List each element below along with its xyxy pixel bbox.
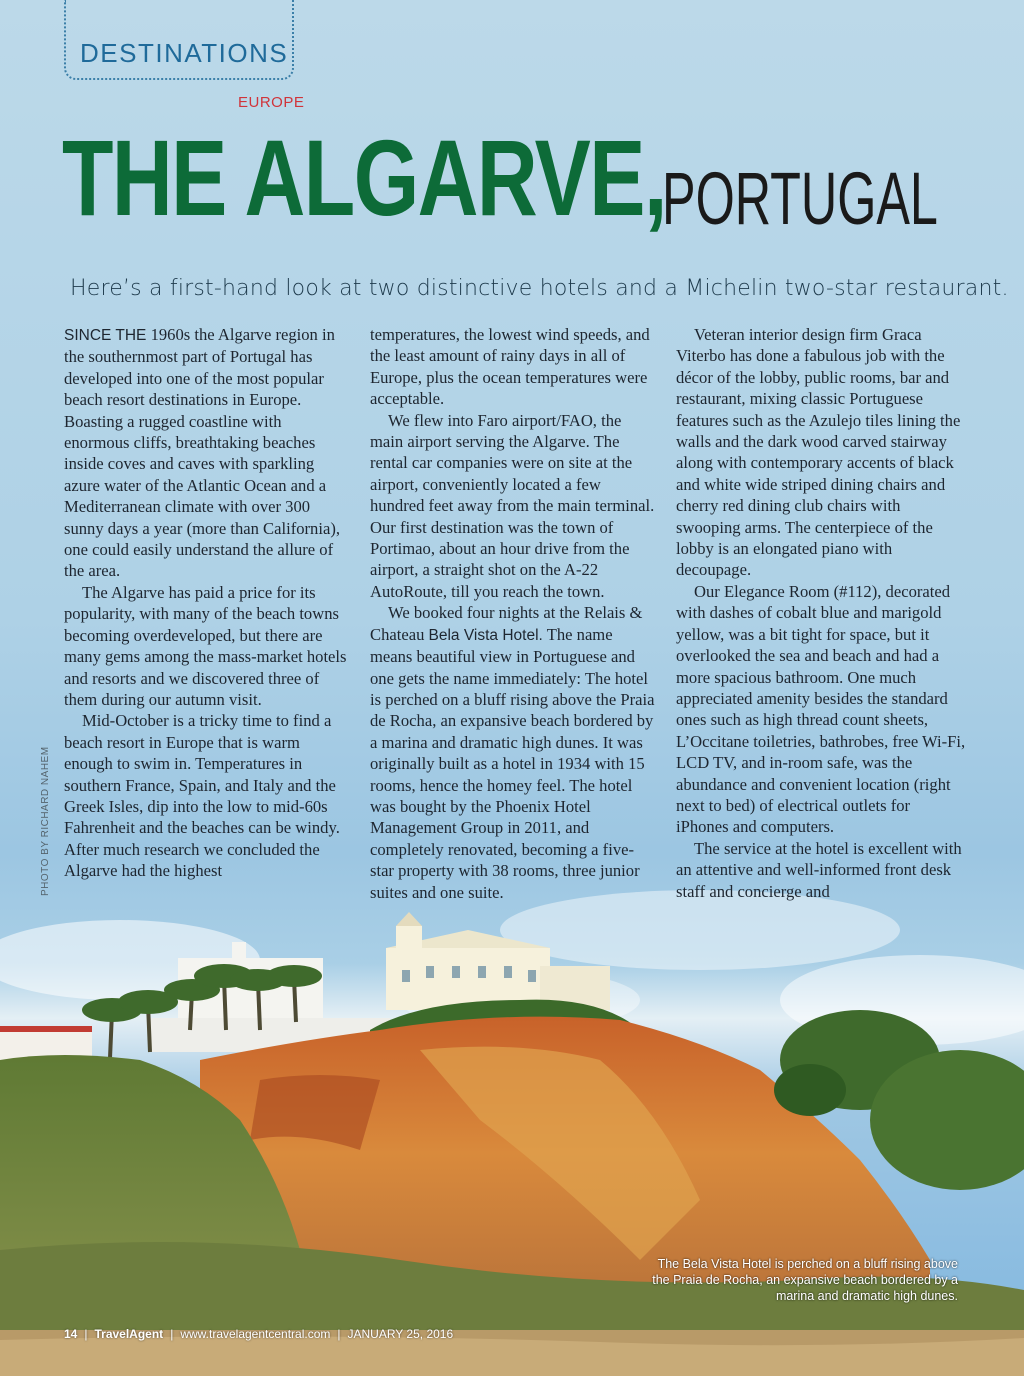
region-kicker: EUROPE — [238, 94, 305, 111]
paragraph: Our Elegance Room (#112), decorated with dashes of cobalt blue and marigold yellow, was a bit tight for space, but it overlooked the sea and beach and had a more spacious bathroom. One much appreciated amenity besides the standard ones such as high thread count sheets, L’Occitane toiletries, bathrobes, free Wi-Fi, LCD TV, and in-room safe, was the abundance and convenient location (right next to bed) of electrical outlets for iPhones and computers. — [676, 581, 966, 837]
paragraph: We flew into Faro airport/FAO, the main airport serving the Algarve. The rental car companies were on site at the airport, conveniently located a few hundred feet away from the main terminal. Our first destination was the town of Portimao, about an hour drive from the airport, a straight shot on the A-22 AutoRoute, till you reach the town. — [370, 410, 655, 601]
deck: Here’s a first-hand look at two distinctive hotels and a Michelin two-star restaurant. — [70, 276, 1009, 301]
paragraph: SINCE THE 1960s the Algarve region in the southernmost part of Portugal has developed into one of the most popular beach resort destinations in Europe. Boasting a rugged coastline with enormous cliffs, breathtaking beaches inside coves and caves with sparkling azure water of the Atlantic Ocean and a Mediterranean climate with over 300 sunny days a year (more than California), one could easily understand the allure of the area. — [64, 325, 341, 581]
body-column-3 — [676, 324, 966, 902]
paragraph: Veteran interior design firm Graca Viterbo has done a fabulous job with the décor of the lobby, public rooms, bar and restaurant, mixing classic Portuguese features such as the Azulejo tiles lining the walls and the dark wood carved stairway along with contemporary accents of black and white wide striped dining chairs and cherry red dining club chairs with swooping arms. The centerpiece of the lobby is an elongated piano with decoupage. — [676, 325, 961, 580]
paragraph: The Algarve has paid a price for its popularity, with many of the beach towns becoming overdeveloped, but there are many gems among the mass-market hotels and resorts and we discovered three of them during our autumn visit. — [64, 582, 347, 709]
paragraph: We booked four nights at the Relais & Chateau Bela Vista Hotel. The name means beautiful view in Portuguese and one gets the name immediately: The hotel is perched on a bluff rising above the Praia de Rocha, an expansive beach bordered by a marina and dramatic high dunes. It was originally built as a hotel in 1934 with 15 rooms, hence the homey feel. The hotel was bought by the Phoenix Hotel Management Group in 2011, and completely renovated, becoming a five-star property with 38 rooms, three junior suites and one suite. — [370, 603, 655, 902]
page-footer: 14 | TravelAgent | www.travelagentcentral.com | JANUARY 25, 2016 — [64, 1327, 454, 1341]
headline-main: THE ALGARVE, — [62, 117, 666, 238]
body-column-1 — [64, 324, 350, 882]
headline-sub: PORTUGAL — [662, 157, 938, 240]
paragraph: The service at the hotel is excellent with an attentive and well-informed front desk staff and concierge and — [676, 838, 962, 901]
lead-in: SINCE THE — [64, 327, 147, 344]
hotel-name: Bela Vista Hotel. — [428, 626, 543, 644]
issue-date: JANUARY 25, 2016 — [347, 1327, 454, 1341]
magazine-name: TravelAgent — [94, 1327, 164, 1341]
headline — [62, 117, 938, 240]
photo-caption: The Bela Vista Hotel is perched on a bluff rising above the Praia de Rocha, an expansive beach bordered by a marina and dramatic high dunes. — [652, 1257, 958, 1303]
photo-credit: PHOTO BY RICHARD NAHEM — [40, 746, 51, 896]
website-url: www.travelagentcentral.com — [180, 1327, 331, 1341]
paragraph: Mid-October is a tricky time to find a beach resort in Europe that is warm enough to swim in. Temperatures in southern France, Spain, and Italy and the Greek Isles, dip into the low to mid-60s Fahrenheit and the beaches can be windy. After much research we concluded the Algarve had the highest — [64, 711, 340, 881]
paragraph: temperatures, the lowest wind speeds, and the least amount of rainy days in all of Europe, plus the ocean temperatures were acceptable. — [370, 325, 650, 409]
page-number: 14 — [64, 1327, 78, 1341]
section-label: DESTINATIONS — [80, 38, 289, 68]
body-column-2 — [370, 324, 656, 903]
